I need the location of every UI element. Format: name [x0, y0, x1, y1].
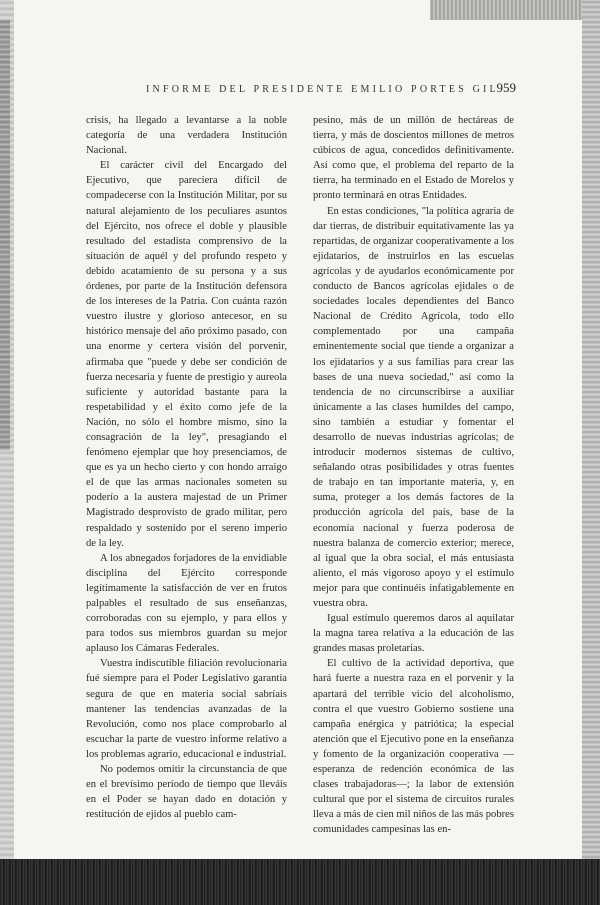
page-header [86, 80, 516, 100]
scan-left-shadow [0, 20, 10, 450]
running-head: INFORME DEL PRESIDENTE EMILIO PORTES GIL [146, 84, 499, 95]
scan-bottom-band [0, 859, 600, 905]
paragraph: El carácter civil del Encargado del Ejecutivo, que pareciera difícil de compadecerse con la Institución Militar, por su natural alejamiento de los peculiares asuntos del Ejército, nos ofrece el doble y plausible resultado del estadista comprensivo de la situación de aquél y del profundo respeto y debido acatamiento de su persona y a sus órdenes, por parte de la Institución defensora de los intereses de la Patria. Con cuánta razón vuestro ilustre y glorioso antecesor, en su histórico mensaje del año próximo pasado, con una enorme y certera visión del porvenir, afirmaba que "puede y debe ser condición de fuerza necesaria y fuente de prestigio y aureola suficiente y autoridad bastante para la respetabilidad y el éxito como jefe de la Nación, no sólo el hombre mismo, sino la consagración de la ley", presagiando el fenómeno ejemplar que hoy presenciamos, de que es ya un hecho cierto y con hondo arraigo el de que las armas nacionales someten su poderío a la austera majestad de un Primer Magistrado desprovisto de grado militar, pero respaldado y sostenido por el sereno imperio de la ley. [86, 160, 287, 549]
paragraph: No podemos omitir la circunstancia de que en el brevísimo período de tiempo que lleváis en el Poder se hayan dado en dotación y restitución de ejidos al pueblo cam- [86, 764, 287, 821]
paragraph: En estas condiciones, "la política agraria de dar tierras, de distribuir equitativamente las ya repartidas, de organizar cooperativamente a los ejidatarios, de instruirlos en las escuelas agrícolas y de ayudarlos económicamente por conducto de Bancos agrícolas ejidales o de sociedades locales dependientes del Banco Nacional de Crédito Agrícola, todo ello complementado por una campaña eminentemente social que tiende a organizar a los ejidatarios y a sus familias para crear las bases de una nueva sociedad," así como la tendencia de no circunscribirse a auxiliar únicamente a las clases humildes del campo, sino también a estudiar y fomentar el desarrollo de nuevas industrias agrícolas; de introducir modernos sistemas de cultivo, señalando otras posibilidades y otras fuentes de trabajo en tan importante materia, y, en suma, proteger a los demás factores de la producción agrícola del país, base de la economía nacional y fuerza poderosa de nuestra balanza de comercio exterior; merece, al igual que la obra social, el más entusiasta aliento, el más vigoroso apoyo y el estímulo mejor para que continuéis infatigablemente en vuestra obra. [313, 205, 514, 609]
paragraph: crisis, ha llegado a levantarse a la noble categoría de una verdadera Institución Nacional. [86, 115, 287, 157]
scan-top-edge [430, 0, 600, 20]
left-text-column [86, 113, 287, 822]
right-text-column [313, 113, 514, 838]
paragraph: El cultivo de la actividad deportiva, que hará fuerte a nuestra raza en el porvenir y la apartará del terrible vicio del alcoholismo, contra el que vuestro Gobierno sostiene una campaña enérgica y patriótica; la especial atención que el Ejecutivo pone en la enseñanza y fomento de la organización cooperativa —esperanza de redención económica de las clases trabajadoras—; la labor de extensión cultural que por el sistema de circuitos rurales lleva a más de cien mil niños de las más pobres comunidades campesinas las en- [313, 658, 514, 836]
paragraph: Vuestra indiscutible filiación revolucionaria fué siempre para el Poder Legislativo garantía segura de que en materia social sabríais mantener las tendencias avanzadas de la Revolución, como nos place comprobarlo al escuchar la parte de vuestro informe relativo a los problemas agrario, educacional e industrial. [86, 658, 287, 760]
paragraph: A los abnegados forjadores de la envidiable disciplina del Ejército corresponde legítimamente la satisfacción de ver en frutos palpables el resultado de sus enseñanzas, corroboradas con su ejemplo, y para ellos y para todos sus miembros guardan su mejor aplauso los Cámaras Federales. [86, 552, 287, 655]
paragraph: pesino, más de un millón de hectáreas de tierra, y más de doscientos millones de metros cúbicos de agua, concedidos definitivamente. Así como que, el problema del reparto de la tierra, ha terminado en el Estado de Morelos y pronto terminará en otras Entidades. [313, 115, 514, 202]
paragraph: Igual estímulo queremos daros al aquilatar la magna tarea relativa a la educación de las grandes masas proletarias. [313, 613, 514, 655]
scan-right-edge [582, 0, 600, 905]
page-number: 959 [496, 80, 516, 95]
